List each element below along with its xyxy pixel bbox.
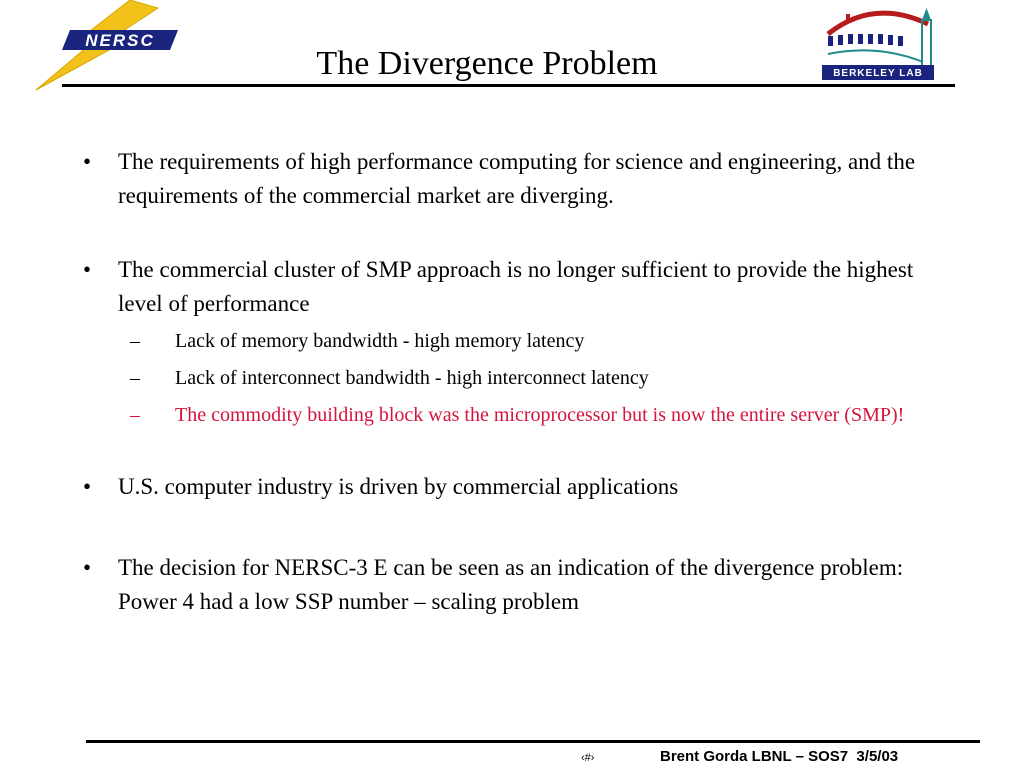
bullet-marker: • bbox=[83, 257, 92, 282]
bullet-text: The decision for NERSC-3 E can be seen as an indication of the divergence problem: Power 4 had a low SSP number – scaling problem bbox=[118, 555, 904, 614]
sub-bullet-marker: – bbox=[130, 330, 140, 352]
nersc-logo-text: NERSC bbox=[85, 31, 155, 50]
sub-bullet-marker: – bbox=[130, 367, 140, 389]
bullet-text: The commercial cluster of SMP approach is no longer sufficient to provide the highest level of performance bbox=[118, 257, 914, 316]
sub-bullet-text: The commodity building block was the microprocessor but is now the entire server (SMP)! bbox=[175, 404, 905, 426]
bullet-marker: • bbox=[83, 555, 92, 580]
footer-text: Brent Gorda LBNL – SOS7 3/5/03 bbox=[660, 748, 899, 765]
bullet-text: The requirements of high performance computing for science and engineering, and the requirements of the commercial market are diverging. bbox=[118, 149, 916, 208]
sub-bullet-marker: – bbox=[130, 404, 140, 426]
title-divider bbox=[62, 84, 955, 87]
page-title: The Divergence Problem bbox=[316, 45, 658, 82]
berkeley-lab-logo-text: BERKELEY LAB bbox=[833, 68, 923, 79]
bullet-text: U.S. computer industry is driven by commercial applications bbox=[118, 474, 679, 499]
slide-number: ‹#› bbox=[581, 752, 595, 764]
bullet-marker: • bbox=[83, 149, 92, 174]
sub-bullet-text: Lack of memory bandwidth - high memory latency bbox=[175, 330, 585, 352]
sub-bullet-text: Lack of interconnect bandwidth - high interconnect latency bbox=[175, 367, 649, 389]
footer-divider bbox=[86, 740, 980, 743]
bullet-marker: • bbox=[83, 474, 92, 499]
